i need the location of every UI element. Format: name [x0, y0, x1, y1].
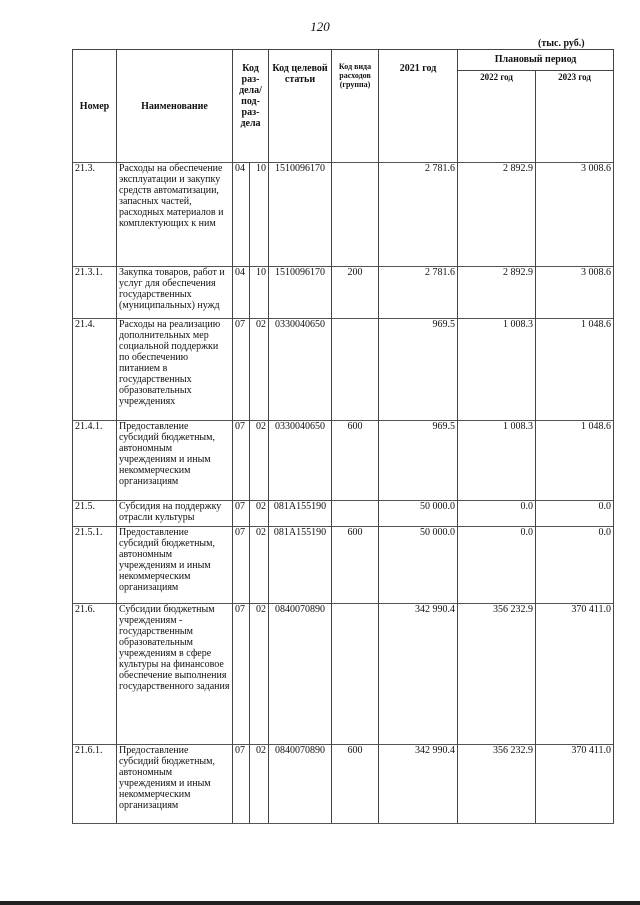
row-number: 21.3.1. [73, 267, 117, 319]
header-target-article: Код целевой статьи [269, 50, 332, 163]
row-name: Предоставление субсидий бюджетным, автономным учреждениям и иным некоммерческим организациям [117, 745, 233, 824]
row-subsection: 02 [250, 604, 269, 745]
row-expense-type [332, 501, 379, 527]
row-section: 07 [233, 604, 250, 745]
row-subsection: 10 [250, 267, 269, 319]
row-subsection: 02 [250, 319, 269, 421]
row-subsection: 02 [250, 501, 269, 527]
row-name: Субсидии бюджетным учреждениям - государственным образовательным учреждениям в сфере культуры на финансовое обеспечение выполнения государственного задания [117, 604, 233, 745]
row-number: 21.5. [73, 501, 117, 527]
row-2021: 969.5 [379, 319, 458, 421]
row-section: 07 [233, 501, 250, 527]
row-target-article: 081A155190 [269, 501, 332, 527]
row-2022: 0.0 [458, 501, 536, 527]
row-2021: 342 990.4 [379, 745, 458, 824]
row-number: 21.3. [73, 163, 117, 267]
row-2023: 3 008.6 [536, 267, 614, 319]
header-name: Наименование [117, 50, 233, 163]
row-section: 04 [233, 163, 250, 267]
table-row [73, 745, 614, 824]
budget-table [72, 49, 614, 824]
row-number: 21.4.1. [73, 421, 117, 501]
row-name: Закупка товаров, работ и услуг для обеспечения государственных (муниципальных) нужд [117, 267, 233, 319]
row-section: 07 [233, 745, 250, 824]
row-2022: 356 232.9 [458, 745, 536, 824]
row-2023: 370 411.0 [536, 745, 614, 824]
row-2023: 1 048.6 [536, 319, 614, 421]
row-2023: 1 048.6 [536, 421, 614, 501]
row-target-article: 1510096170 [269, 267, 332, 319]
row-target-article: 0840070890 [269, 604, 332, 745]
table-body [73, 163, 614, 824]
row-2022: 1 008.3 [458, 319, 536, 421]
row-expense-type: 200 [332, 267, 379, 319]
row-target-article: 1510096170 [269, 163, 332, 267]
row-subsection: 10 [250, 163, 269, 267]
header-planning-period: Плановый период [458, 50, 614, 71]
row-2022: 1 008.3 [458, 421, 536, 501]
table-row [73, 527, 614, 604]
table-row [73, 163, 614, 267]
row-2021: 342 990.4 [379, 604, 458, 745]
table-row [73, 604, 614, 745]
header-2022: 2022 год [458, 71, 536, 163]
table-row [73, 501, 614, 527]
row-name: Субсидия на поддержку отрасли культуры [117, 501, 233, 527]
row-expense-type: 600 [332, 745, 379, 824]
header-number: Номер [73, 50, 117, 163]
row-number: 21.6.1. [73, 745, 117, 824]
table-row [73, 421, 614, 501]
units-label: (тыс. руб.) [538, 38, 585, 49]
row-expense-type [332, 163, 379, 267]
row-section: 07 [233, 527, 250, 604]
row-2022: 2 892.9 [458, 267, 536, 319]
header-2021: 2021 год [379, 50, 458, 163]
page-number: 120 [310, 19, 330, 34]
row-expense-type: 600 [332, 421, 379, 501]
row-name: Расходы на реализацию дополнительных мер социальной поддержки по обеспечению питанием в государственных образовательных учреждениях [117, 319, 233, 421]
row-2023: 370 411.0 [536, 604, 614, 745]
row-subsection: 02 [250, 745, 269, 824]
row-target-article: 0330040650 [269, 421, 332, 501]
row-target-article: 0330040650 [269, 319, 332, 421]
row-2023: 3 008.6 [536, 163, 614, 267]
table-row [73, 319, 614, 421]
row-2021: 50 000.0 [379, 527, 458, 604]
row-name: Предоставление субсидий бюджетным, автономным учреждениям и иным некоммерческим организациям [117, 421, 233, 501]
row-2021: 2 781.6 [379, 267, 458, 319]
row-2022: 0.0 [458, 527, 536, 604]
row-number: 21.5.1. [73, 527, 117, 604]
row-2022: 2 892.9 [458, 163, 536, 267]
row-target-article: 081A155190 [269, 527, 332, 604]
row-expense-type: 600 [332, 527, 379, 604]
row-number: 21.6. [73, 604, 117, 745]
row-target-article: 0840070890 [269, 745, 332, 824]
row-subsection: 02 [250, 421, 269, 501]
row-section: 07 [233, 421, 250, 501]
row-2022: 356 232.9 [458, 604, 536, 745]
row-subsection: 02 [250, 527, 269, 604]
header-expense-type: Код вида расходов (группа) [332, 50, 379, 163]
row-section: 07 [233, 319, 250, 421]
table-row [73, 267, 614, 319]
row-section: 04 [233, 267, 250, 319]
row-2023: 0.0 [536, 527, 614, 604]
row-2021: 50 000.0 [379, 501, 458, 527]
row-name: Расходы на обеспечение эксплуатации и закупку средств автоматизации, запасных частей, расходных материалов и комплектующих к ним [117, 163, 233, 267]
row-2021: 969.5 [379, 421, 458, 501]
row-name: Предоставление субсидий бюджетным, автономным учреждениям и иным некоммерческим организациям [117, 527, 233, 604]
header-section: Код раз-дела/ под-раз-дела [233, 50, 269, 163]
row-2021: 2 781.6 [379, 163, 458, 267]
row-2023: 0.0 [536, 501, 614, 527]
row-number: 21.4. [73, 319, 117, 421]
bottom-edge-rule [0, 901, 640, 905]
row-expense-type [332, 604, 379, 745]
header-2023: 2023 год [536, 71, 614, 163]
row-expense-type [332, 319, 379, 421]
